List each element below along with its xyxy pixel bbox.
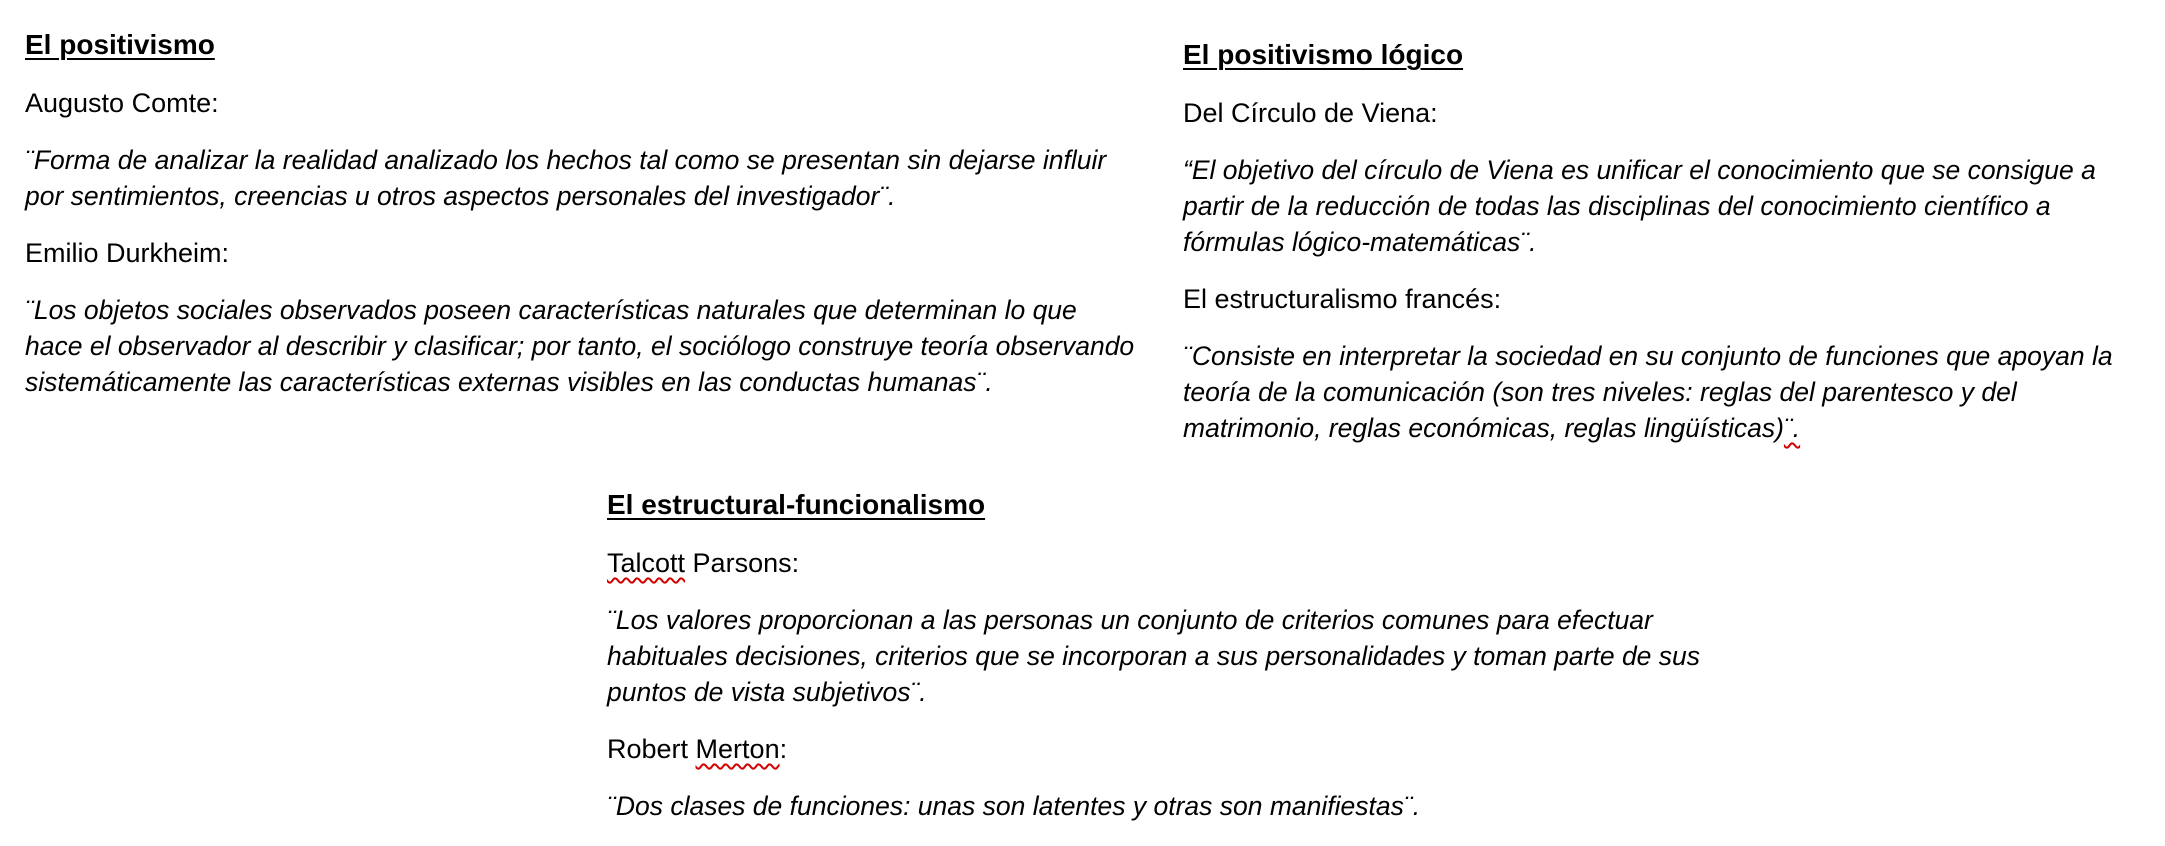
author-label: Emilio Durkheim:: [25, 238, 230, 268]
section-heading: El estructural-funcionalismo: [607, 489, 986, 520]
quote-text: “El objetivo del círculo de Viena es unificar el conocimiento que se consigue a partir de la reducción de todas las disciplinas del conocimiento científico a fórmulas lógico-matemáticas¨.: [1183, 155, 2096, 257]
spellcheck-flagged-word: Merton: [695, 734, 780, 764]
section-positivismo-logico: [1183, 38, 2153, 468]
author-label-rest: Parsons:: [685, 548, 800, 578]
quote-text: ¨Forma de analizar la realidad analizado los hechos tal como se presentan sin dejarse influir por sentimientos, creencias u otros aspectos personales del investigador¨.: [25, 145, 1107, 211]
section-heading: El positivismo: [25, 29, 215, 60]
author-label: [607, 546, 1747, 580]
author-label: [607, 732, 1747, 766]
quote-text: ¨Dos clases de funciones: unas son latentes y otras son manifiestas¨.: [607, 791, 1421, 821]
author-label: Del Círculo de Viena:: [1183, 98, 1438, 128]
author-label: El estructuralismo francés:: [1183, 284, 1502, 314]
section-estructural-funcionalismo: [607, 488, 1747, 846]
section-heading: El positivismo lógico: [1183, 39, 1464, 70]
spellcheck-flagged-text: ¨.: [1783, 413, 1801, 443]
quote-text: ¨Los valores proporcionan a las personas un conjunto de criterios comunes para efectuar habituales decisiones, criterios que se incorporan a sus personalidades y toman parte de sus puntos de vista subjetivos¨.: [607, 605, 1701, 707]
quote-text-main: ¨Consiste en interpretar la sociedad en su conjunto de funciones que apoyan la teoría de la comunicación (son tres niveles: reglas del parentesco y del matrimonio, reglas económicas, reglas lingüísticas): [1183, 341, 2113, 443]
quote-text: [1183, 338, 2153, 446]
quote-text: ¨Los objetos sociales observados poseen características naturales que determinan lo que hace el observador al describir y clasificar; por tanto, el sociólogo construye teoría observando sistemáticamente las características externas visibles en las conductas humanas¨.: [25, 295, 1135, 397]
section-positivismo: [25, 28, 1145, 422]
author-label: Augusto Comte:: [25, 88, 219, 118]
author-label-first: Robert: [607, 734, 696, 764]
author-label-colon: :: [779, 734, 788, 764]
spellcheck-flagged-word: Talcott: [607, 548, 686, 578]
